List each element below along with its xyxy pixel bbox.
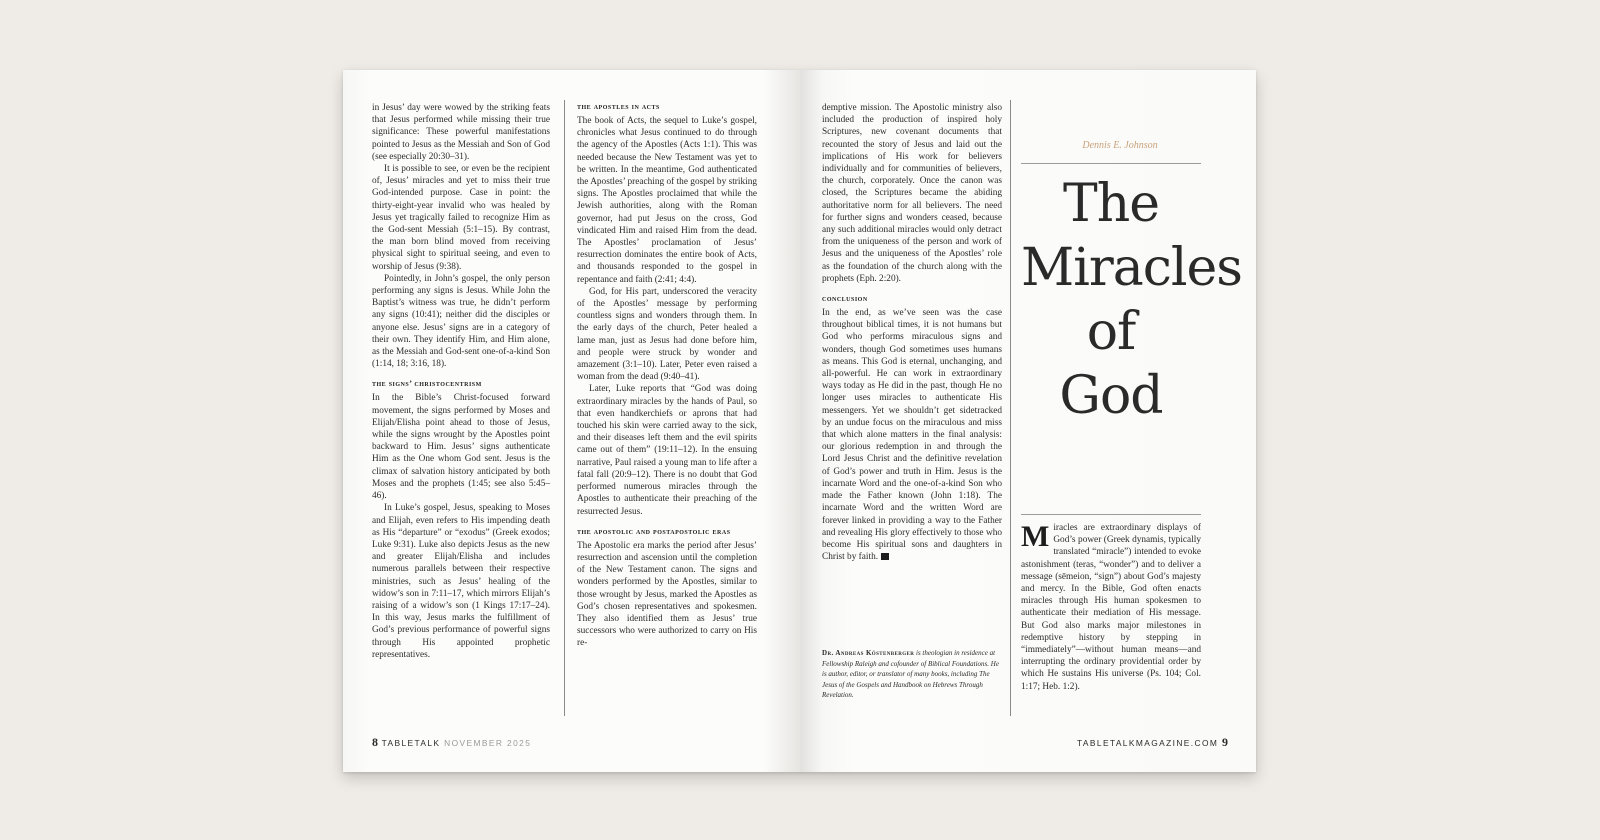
magazine-brand: TABLETALK bbox=[381, 738, 441, 748]
intro-text: iracles are extraordinary displays of God’s power (Greek dynamis, typically translated “miracle”) intended to evoke astonishment (teras, “wonder”) and to deliver a message (sēmeion, “sign”) about God’s majesty and mercy. In the Bible, God often enacts miracles through His human spokesmen to authenticate their mediation of His message. But God also marks major milestones in redemptive history by stepping in “immediately”—without human means—and interrupting the ordinary providential order by which He sustains His universe (Ps. 104; Col. 1:17; Heb. 1:2). bbox=[1021, 523, 1201, 692]
magazine-spread bbox=[343, 70, 1256, 772]
title-rule-bottom bbox=[1021, 514, 1201, 515]
left-folio bbox=[372, 735, 531, 750]
magazine-website: TABLETALKMAGAZINE.COM bbox=[1077, 738, 1219, 748]
author-bio bbox=[822, 648, 1002, 701]
paragraph: In Luke’s gospel, Jesus, speaking to Moses and Elijah, even refers to His impending death as His “departure” or “exodus” (Greek exodos; Luke 9:31). Luke also depicts Jesus as the new and greater Elijah/Elisha and includes numerous parallels between their respective ministries, such as Jesus’ healing of the widow’s son in 7:11–17, which mirrors Elijah’s raising of a widow’s son (1 Kings 17:17–24). In this way, Jesus marks the fulfillment of God’s previous performance of powerful signs through His appointed prophetic representatives. bbox=[372, 503, 550, 660]
intro-paragraph bbox=[1021, 522, 1201, 693]
left-column-1 bbox=[372, 102, 550, 661]
paragraph: The book of Acts, the sequel to Luke’s gospel, chronicles what Jesus continued to do through the agency of the Apostles (Acts 1:1). This was needed because the New Testament was yet to be written. In the meantime, God authenticated the Apostles’ preaching of the gospel by striking signs. The Apostles proclaimed that while the Jewish authorities, along with the Roman governor, had put Jesus on the cross, God vindicated Him and raised Him from the dead. The Apostles’ proclamation of Jesus’ resurrection dominates the entire book of Acts, and thousands responded to the gospel in repentance and faith (2:41; 4:4). bbox=[577, 116, 757, 285]
page-number: 9 bbox=[1222, 735, 1228, 749]
section-heading: the signs’ christocentrism bbox=[372, 379, 482, 389]
section-heading: conclusion bbox=[822, 294, 868, 304]
article-author: Dennis E. Johnson bbox=[1082, 140, 1158, 151]
paragraph: In the end, as we’ve seen was the case throughout biblical times, it is not humans but God who performs miraculous signs and wonders, though God sometimes uses humans as means. This God is eternal, unchanging, and all-powerful. He can work in extraordinary ways today as He did in the past, though He no longer uses miracles to authenticate His messengers. Yet we shouldn’t get sidetracked by an undue focus on the miraculous and miss that which alone matters in the final analysis: our glorious redemption in and through the Lord Jesus Christ and the definitive revelation of God’s power and truth in Him. Jesus is the incarnate Word and the one-of-a-kind Son who made the Father known (John 1:18). The incarnate Word and the written Word are forever linked in providing a way to the Father and revealing His glory effectively to those who become His spiritual sons and daughters in Christ by faith. bbox=[822, 308, 1002, 563]
left-page bbox=[343, 70, 800, 772]
section-heading: the apostles in acts bbox=[577, 102, 660, 111]
right-page bbox=[800, 70, 1256, 772]
article-title bbox=[1021, 172, 1242, 428]
right-folio bbox=[1077, 735, 1228, 750]
bio-name: Dr. Andreas Köstenberger bbox=[822, 649, 915, 657]
paragraph: in Jesus’ day were wowed by the striking feats that Jesus performed while missing their true significance: These powerful manifestations pointed to Jesus as the Messiah and Son of God (see especially 20:30–31). bbox=[372, 103, 550, 162]
column-divider bbox=[564, 100, 565, 716]
intro-column bbox=[1021, 522, 1201, 693]
paragraph: God, for His part, underscored the veracity of the Apostles’ message by performing countless signs and wonders through them. In the early days of the church, Peter healed a lame man, just as Jesus had done before him, and people were struck by wonder and amazement (3:1–10). Later, Peter even raised a woman from the dead (9:40–41). bbox=[577, 286, 757, 383]
section-heading: the apostolic and postapostolic eras bbox=[577, 526, 731, 536]
title-line: God bbox=[1059, 366, 1163, 426]
page-number: 8 bbox=[372, 735, 378, 749]
title-rule-top bbox=[1021, 163, 1201, 164]
title-line: of bbox=[1086, 302, 1136, 362]
right-column-1 bbox=[822, 102, 1002, 563]
paragraph: Pointedly, in John’s gospel, the only person performing any signs is Jesus. While John the Baptist’s witness was true, he didn’t perform any signs (10:41); neither did the disciples or anyone else. Jesus’ signs are in a category of their own. They identify Him, and Him alone, as the Messiah and God-sent one-of-a-kind Son (1:14, 18; 3:16, 18). bbox=[372, 273, 550, 370]
paragraph: It is possible to see, or even be the recipient of, Jesus’ miracles and yet to miss their true God-intended purpose. Case in point: the thirty-eight-year invalid who was healed by Jesus yet tragically failed to recognize Him as the God-sent Messiah (5:1–15). By contrast, the man born blind moved from receiving physical sight to spiritual seeing, and even to worship of Jesus (9:38). bbox=[372, 164, 550, 272]
paragraph: In the Bible’s Christ-focused forward movement, the signs performed by Moses and Elijah/Elisha point ahead to those of Jesus, while the signs wrought by the Apostles point backward to Him. Jesus’ signs authenticate Him as the One whom God sent. Jesus is the climax of salvation history anticipated by both Moses and the prophets (1:45; see also 5:45–46). bbox=[372, 393, 550, 502]
paragraph: The Apostolic era marks the period after Jesus’ resurrection and ascension until the completion of the New Testament canon. The signs and wonders performed by the Apostles, similar to those wrought by Jesus, marked the Apostles as God’s chosen representatives and spokesmen. They also identified them as Jesus’ true successors who were authorized to carry on His re- bbox=[577, 540, 757, 649]
issue-date: NOVEMBER 2025 bbox=[444, 738, 532, 748]
end-mark-icon bbox=[881, 553, 889, 560]
title-line: The bbox=[1063, 174, 1159, 234]
column-divider bbox=[1010, 100, 1011, 716]
title-line: Miracles bbox=[1021, 238, 1242, 298]
paragraph: demptive mission. The Apostolic ministry also included the production of inspired holy Scriptures, new covenant documents that recounted the story of Jesus and laid out the implications of His work for believers individually and for communities of believers, the church, corporately. Once the canon was closed, the Scriptures became the abiding authoritative norm for all believers. The need for further signs and wonders ceased, because any such additional miracles would only detract from the uniqueness of the person and work of Jesus and the uniqueness of the Apostles’ role as the foundation of the church along with the prophets (Eph. 2:20). bbox=[822, 103, 1002, 284]
left-column-2 bbox=[577, 102, 757, 650]
bio-text: is theologian in residence at Fellowship Raleigh and cofounder of Biblical Foundations. He is author, editor, or translator of many books, including The Jesus of the Gospels and Handbook on Hebrews Through Revelation. bbox=[822, 649, 999, 699]
drop-cap: M bbox=[1021, 520, 1050, 553]
paragraph: Later, Luke reports that “God was doing extraordinary miracles by the hands of Paul, so that even handkerchiefs or aprons that had touched his skin were carried away to the sick, and their diseases left them and the evil spirits came out of them” (19:11–12). In the ensuing narrative, Paul raised a young man to life after a fatal fall (20:9–12). There is no doubt that God performed numerous miracles through the Apostles to authenticate their preaching of the resurrected Jesus. bbox=[577, 384, 757, 517]
